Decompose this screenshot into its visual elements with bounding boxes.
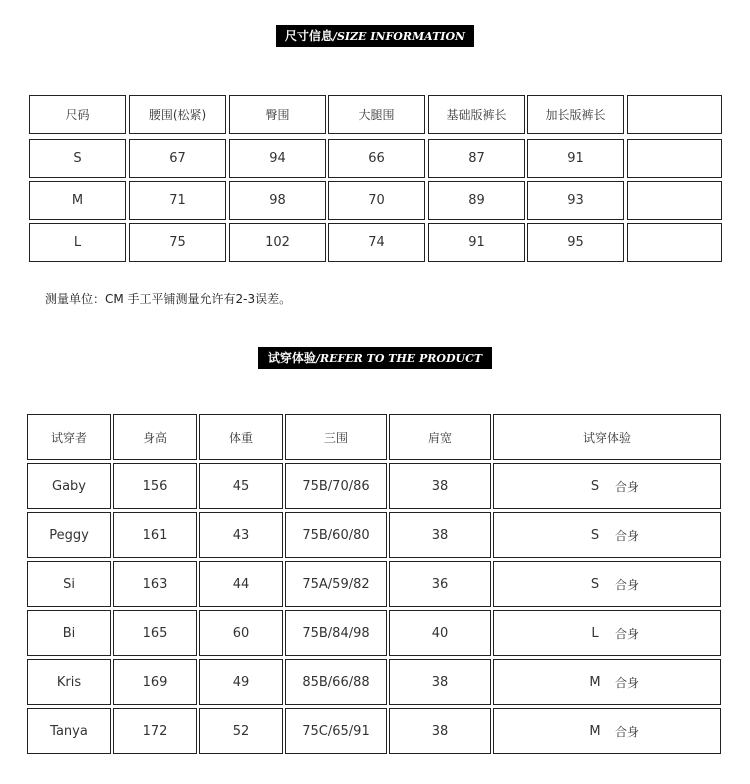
tryon-cell-experience xyxy=(493,610,721,656)
tryon-cell-name: Bi xyxy=(27,610,111,656)
measurement-note: 测量单位：CM 手工平铺测量允许有2-3误差。 xyxy=(45,292,292,306)
tryon-cell-measurements: 75B/60/80 xyxy=(285,512,387,558)
tryon-size: S xyxy=(590,576,600,592)
tryon-cell-height: 161 xyxy=(113,512,197,558)
tryon-cell-measurements: 75C/65/91 xyxy=(285,708,387,754)
tryon-fit: 合身 xyxy=(614,528,639,543)
tryon-cell-experience xyxy=(493,512,721,558)
tryon-fit: 合身 xyxy=(614,724,639,739)
tryon-title-cn: 试穿体验 xyxy=(267,351,316,365)
tryon-cell-weight: 44 xyxy=(199,561,283,607)
size-header-cell: 臀围 xyxy=(229,95,326,134)
tryon-header-cell: 体重 xyxy=(199,414,283,460)
tryon-cell-experience xyxy=(493,708,721,754)
tryon-fit: 合身 xyxy=(614,675,639,690)
size-cell: 87 xyxy=(428,139,525,178)
size-cell: M xyxy=(29,181,126,220)
tryon-cell-shoulder: 38 xyxy=(389,463,491,509)
size-cell: 98 xyxy=(229,181,326,220)
size-cell: 95 xyxy=(527,223,624,262)
tryon-cell-name: Kris xyxy=(27,659,111,705)
tryon-cell-shoulder: 38 xyxy=(389,708,491,754)
size-cell: 89 xyxy=(428,181,525,220)
size-cell xyxy=(627,181,722,220)
tryon-cell-shoulder: 38 xyxy=(389,659,491,705)
size-info-title-en: /SIZE INFORMATION xyxy=(332,30,466,43)
tryon-cell-weight: 45 xyxy=(199,463,283,509)
size-header-cell xyxy=(627,95,722,134)
tryon-size: M xyxy=(589,674,601,690)
tryon-cell-shoulder: 40 xyxy=(389,610,491,656)
tryon-header-cell: 肩宽 xyxy=(389,414,491,460)
tryon-banner xyxy=(258,347,492,369)
tryon-cell-name: Si xyxy=(27,561,111,607)
tryon-cell-measurements: 85B/66/88 xyxy=(285,659,387,705)
size-cell xyxy=(627,223,722,262)
tryon-cell-name: Peggy xyxy=(27,512,111,558)
tryon-size: S xyxy=(590,527,600,543)
tryon-cell-measurements: 75A/59/82 xyxy=(285,561,387,607)
tryon-cell-name: Tanya xyxy=(27,708,111,754)
size-cell: 91 xyxy=(527,139,624,178)
size-cell: S xyxy=(29,139,126,178)
size-cell: 102 xyxy=(229,223,326,262)
tryon-header-cell: 试穿者 xyxy=(27,414,111,460)
tryon-cell-weight: 52 xyxy=(199,708,283,754)
tryon-fit: 合身 xyxy=(614,479,639,494)
tryon-size: L xyxy=(591,625,599,641)
size-header-cell: 尺码 xyxy=(29,95,126,134)
tryon-fit: 合身 xyxy=(614,626,639,641)
size-cell: 71 xyxy=(129,181,226,220)
tryon-header-cell: 身高 xyxy=(113,414,197,460)
size-cell: 93 xyxy=(527,181,624,220)
size-header-cell: 腰围(松紧) xyxy=(129,95,226,134)
tryon-cell-height: 172 xyxy=(113,708,197,754)
tryon-cell-height: 156 xyxy=(113,463,197,509)
size-info-banner xyxy=(276,25,474,47)
tryon-header-cell: 试穿体验 xyxy=(493,414,721,460)
size-cell: 74 xyxy=(328,223,425,262)
size-cell: 66 xyxy=(328,139,425,178)
tryon-cell-weight: 43 xyxy=(199,512,283,558)
tryon-header-cell: 三围 xyxy=(285,414,387,460)
tryon-fit: 合身 xyxy=(614,577,639,592)
tryon-cell-shoulder: 38 xyxy=(389,512,491,558)
tryon-cell-height: 163 xyxy=(113,561,197,607)
tryon-cell-height: 165 xyxy=(113,610,197,656)
tryon-cell-height: 169 xyxy=(113,659,197,705)
size-header-cell: 大腿围 xyxy=(328,95,425,134)
size-cell: 70 xyxy=(328,181,425,220)
tryon-cell-experience xyxy=(493,659,721,705)
size-cell xyxy=(627,139,722,178)
tryon-cell-weight: 60 xyxy=(199,610,283,656)
tryon-cell-measurements: 75B/70/86 xyxy=(285,463,387,509)
size-cell: 94 xyxy=(229,139,326,178)
size-cell: L xyxy=(29,223,126,262)
tryon-cell-shoulder: 36 xyxy=(389,561,491,607)
tryon-size: M xyxy=(589,723,601,739)
size-header-cell: 加长版裤长 xyxy=(527,95,624,134)
tryon-cell-weight: 49 xyxy=(199,659,283,705)
size-info-title-cn: 尺寸信息 xyxy=(284,29,333,43)
tryon-cell-experience xyxy=(493,561,721,607)
size-cell: 67 xyxy=(129,139,226,178)
size-header-cell: 基础版裤长 xyxy=(428,95,525,134)
tryon-title-en: /REFER TO THE PRODUCT xyxy=(315,352,483,365)
tryon-cell-measurements: 75B/84/98 xyxy=(285,610,387,656)
size-cell: 75 xyxy=(129,223,226,262)
tryon-cell-experience xyxy=(493,463,721,509)
size-cell: 91 xyxy=(428,223,525,262)
tryon-cell-name: Gaby xyxy=(27,463,111,509)
tryon-size: S xyxy=(590,478,600,494)
